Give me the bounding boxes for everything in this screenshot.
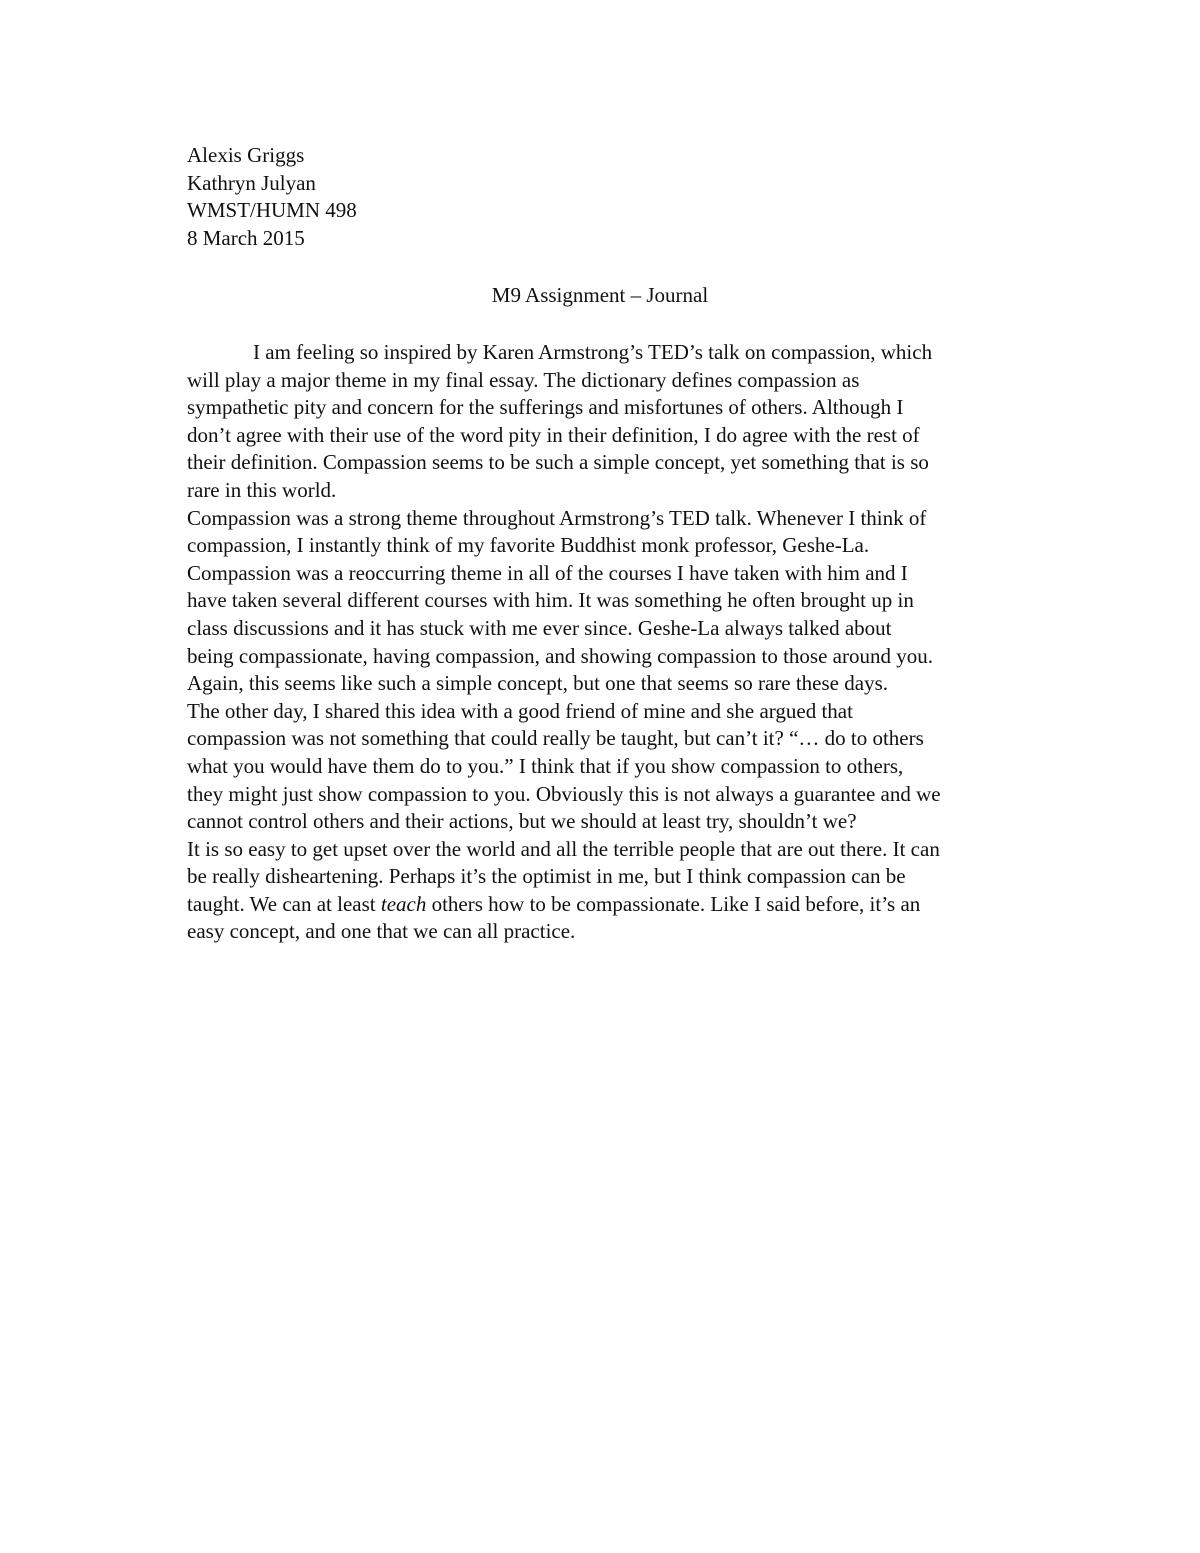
body-line: Compassion was a strong theme throughout Armstrong’s TED talk. Whenever I think of bbox=[187, 505, 927, 530]
body-line bbox=[187, 891, 1027, 919]
body-line: they might just show compassion to you. Obviously this is not always a guarantee and we bbox=[187, 781, 941, 806]
document-date: 8 March 2015 bbox=[187, 225, 305, 250]
course-code: WMST/HUMN 498 bbox=[187, 198, 357, 223]
body-line: Again, this seems like such a simple concept, but one that seems so rare these days. bbox=[187, 671, 888, 696]
body-line: I am feeling so inspired by Karen Armstrong’s TED’s talk on compassion, which bbox=[253, 340, 933, 364]
body-line: their definition. Compassion seems to be such a simple concept, yet something that is so bbox=[187, 450, 929, 475]
body-line: easy concept, and one that we can all practice. bbox=[187, 919, 576, 944]
body-line: cannot control others and their actions, but we should at least try, shouldn’t we? bbox=[187, 809, 857, 834]
document-header bbox=[187, 142, 357, 252]
body-line: being compassionate, having compassion, and showing compassion to those around you. bbox=[187, 643, 933, 668]
document-body bbox=[187, 339, 1027, 946]
document-title: M9 Assignment – Journal bbox=[491, 283, 709, 307]
body-line: rare in this world. bbox=[187, 477, 337, 502]
body-line: compassion was not something that could really be taught, but can’t it? “… do to others bbox=[187, 726, 924, 751]
body-line: will play a major theme in my final essay. The dictionary defines compassion as bbox=[187, 367, 860, 392]
body-line: sympathetic pity and concern for the sufferings and misfortunes of others. Although I bbox=[187, 395, 904, 420]
body-line: be really disheartening. Perhaps it’s the optimist in me, but I think compassion can be bbox=[187, 864, 906, 889]
body-line: It is so easy to get upset over the world and all the terrible people that are out there. It can bbox=[187, 836, 940, 861]
body-line: The other day, I shared this idea with a good friend of mine and she argued that bbox=[187, 698, 853, 723]
body-line: have taken several different courses with him. It was something he often brought up in bbox=[187, 588, 914, 613]
body-line-end: others how to be compassionate. Like I said before, it’s an bbox=[426, 891, 921, 916]
instructor-name: Kathryn Julyan bbox=[187, 170, 316, 195]
body-line: Compassion was a reoccurring theme in all of the courses I have taken with him and I bbox=[187, 560, 908, 585]
body-line: class discussions and it has stuck with me ever since. Geshe-La always talked about bbox=[187, 615, 892, 640]
body-line: don’t agree with their use of the word pity in their definition, I do agree with the rest of bbox=[187, 422, 920, 447]
body-line: compassion, I instantly think of my favorite Buddhist monk professor, Geshe-La. bbox=[187, 533, 870, 558]
emphasized-word: teach bbox=[380, 891, 427, 916]
body-line-start: taught. We can at least bbox=[187, 891, 381, 916]
student-name: Alexis Griggs bbox=[187, 143, 305, 167]
body-line: what you would have them do to you.” I think that if you show compassion to others, bbox=[187, 753, 904, 778]
